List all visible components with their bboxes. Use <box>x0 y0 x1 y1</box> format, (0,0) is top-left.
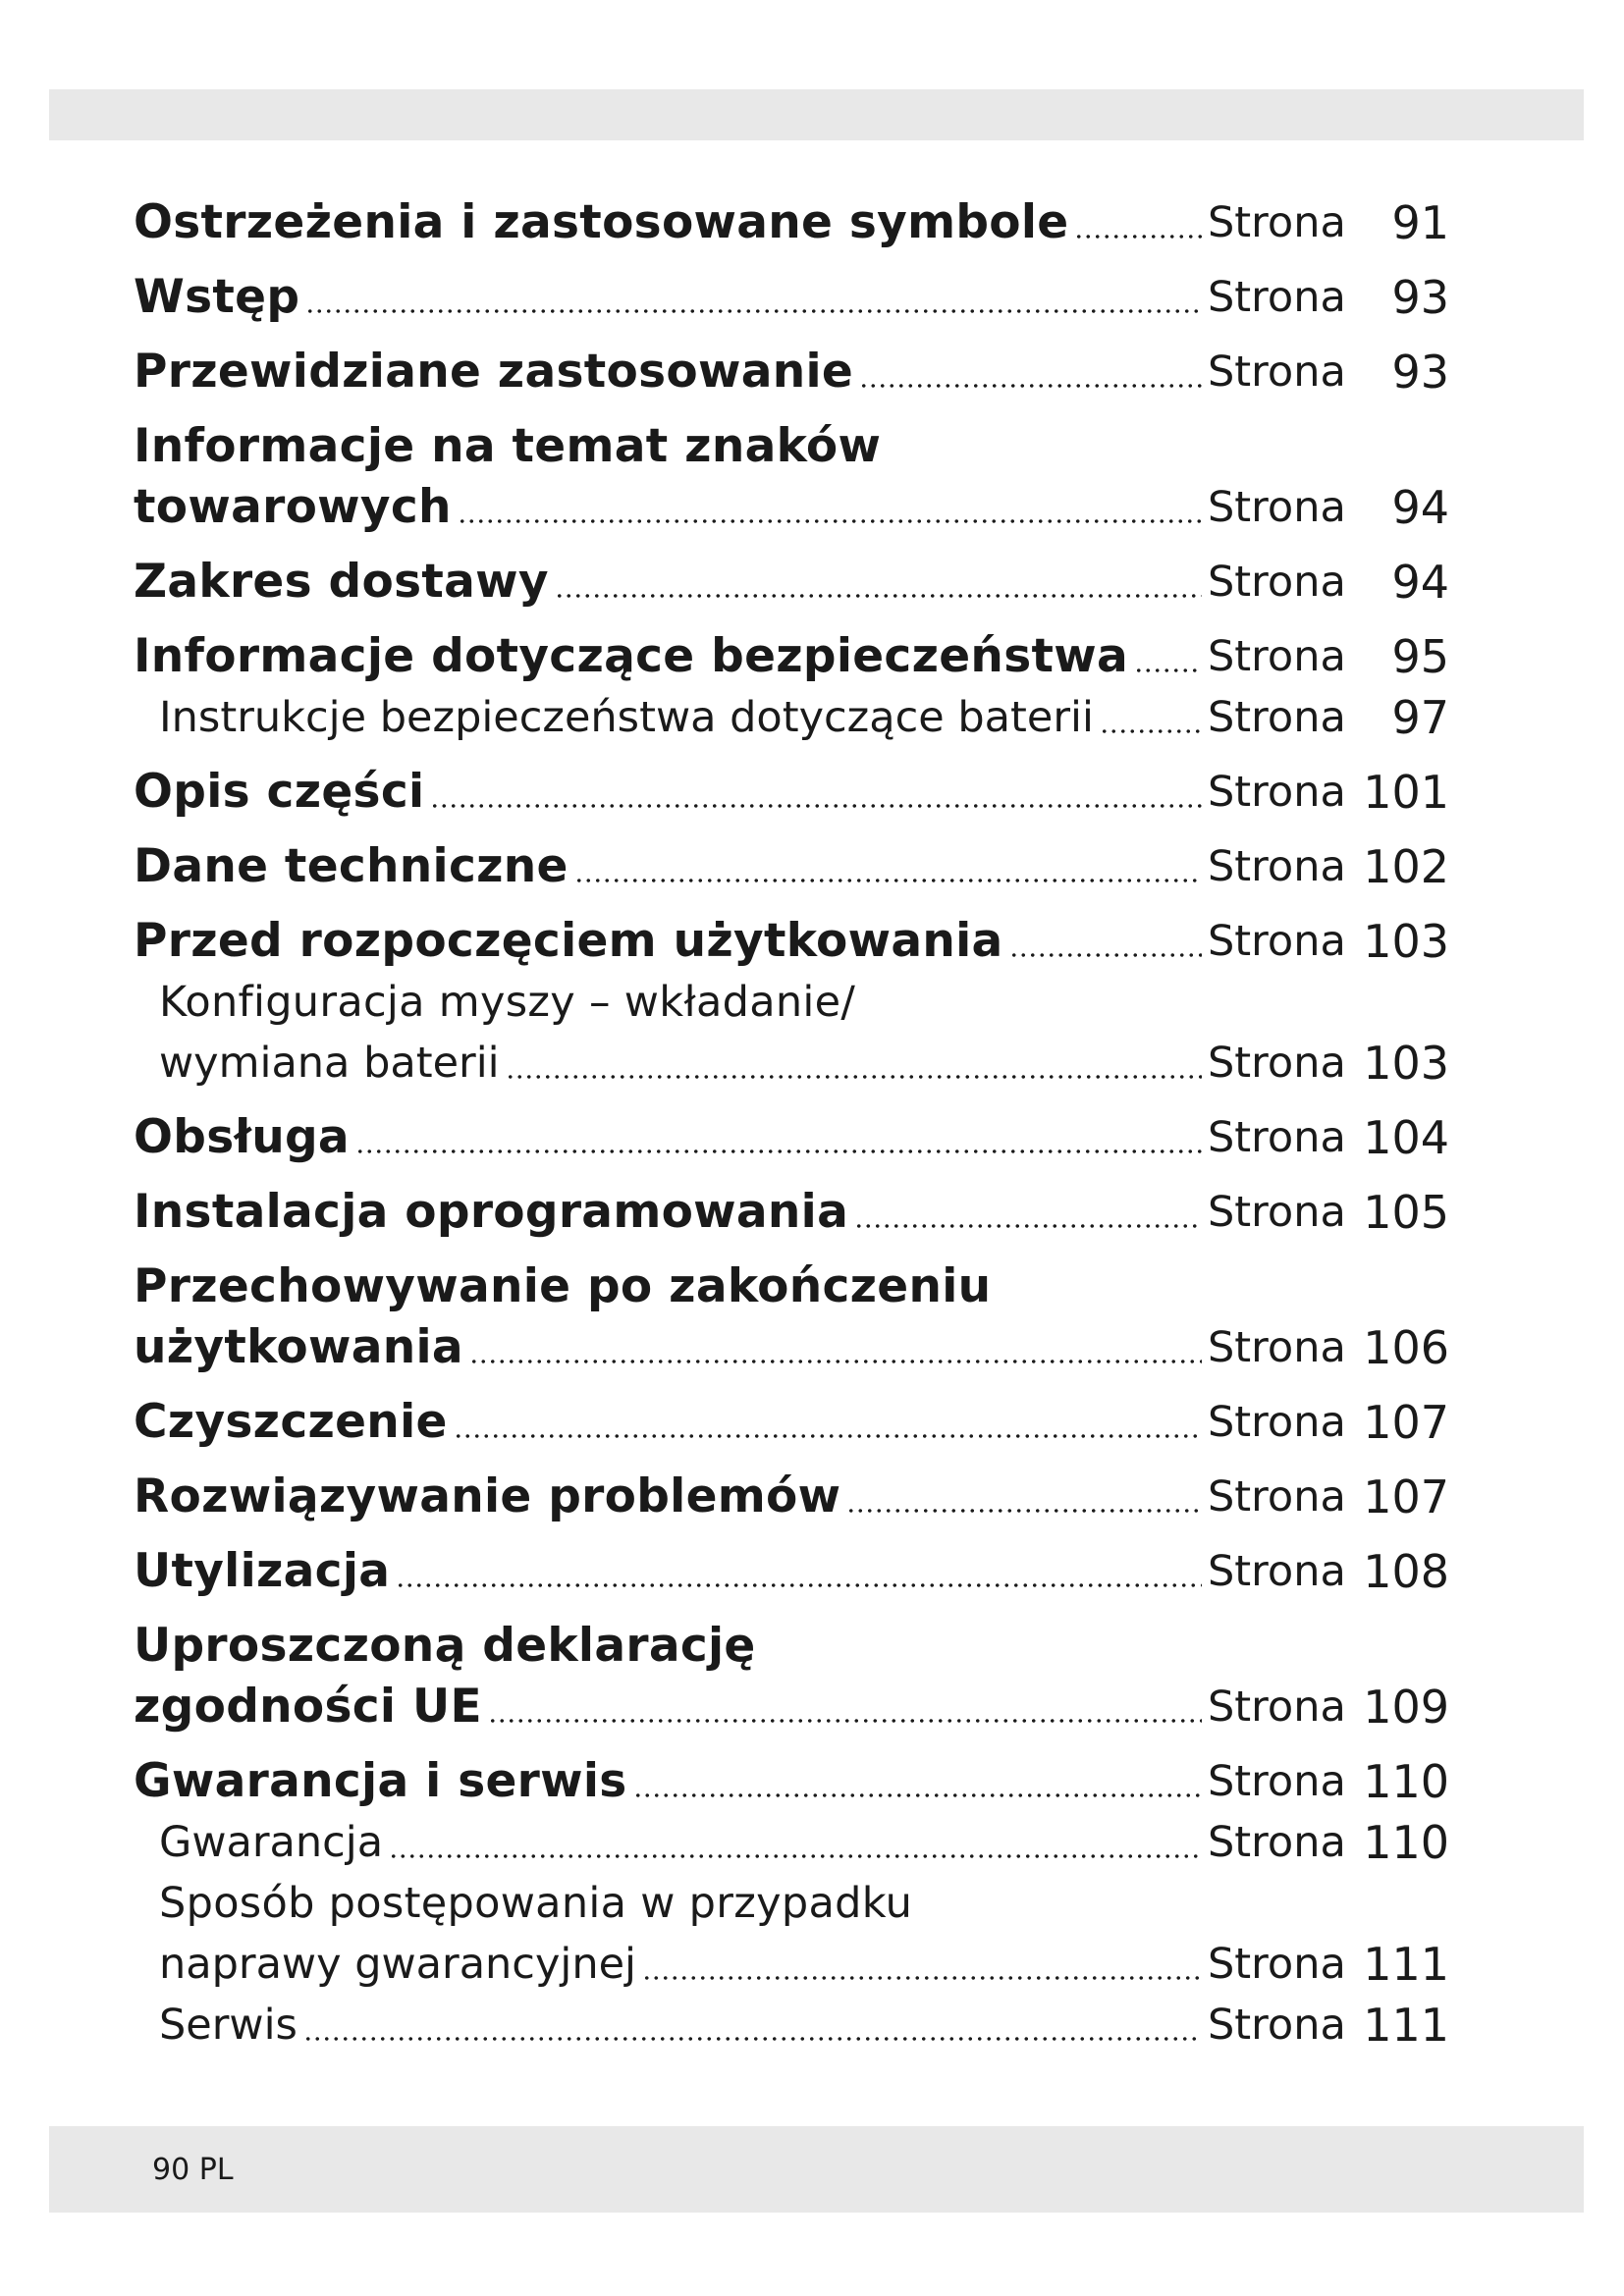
toc-page-number: 111 <box>1363 1999 1449 2052</box>
dot-leader <box>574 878 1202 883</box>
toc-entry-row <box>134 1934 1449 1995</box>
toc-entry[interactable] <box>134 1751 1449 1812</box>
toc-subentry[interactable] <box>134 1995 1449 2056</box>
toc-page-label: Strona <box>1208 1472 1346 1522</box>
toc-entry-row <box>134 1677 1449 1737</box>
toc-page-number: 94 <box>1391 556 1449 609</box>
toc-page-label: Strona <box>1208 842 1346 891</box>
toc-page-number: 94 <box>1391 481 1449 534</box>
toc-entry-row <box>134 1812 1449 1873</box>
toc-entry[interactable] <box>134 552 1449 613</box>
toc-entry-title: Czyszczenie <box>134 1395 448 1449</box>
toc-entry-title: naprawy gwarancyjnej <box>159 1940 636 1989</box>
toc-entry-row <box>134 342 1449 402</box>
toc-entry-title: Obsługa <box>134 1110 350 1164</box>
toc-entry-title: Zakres dostawy <box>134 555 549 609</box>
toc-page-number: 108 <box>1363 1545 1449 1598</box>
toc-page-label: Strona <box>1208 632 1346 681</box>
dot-leader <box>355 1148 1202 1154</box>
toc-page-label: Strona <box>1208 1323 1346 1372</box>
toc-entry-title: zgodności UE <box>134 1680 482 1734</box>
toc-page-number: 103 <box>1363 915 1449 968</box>
toc-page-number: 109 <box>1363 1681 1449 1734</box>
toc-entry-row <box>134 1541 1449 1602</box>
toc-entry-row <box>134 1467 1449 1527</box>
dot-leader <box>555 593 1202 599</box>
header-band <box>49 89 1584 140</box>
toc-entry[interactable] <box>134 1541 1449 1602</box>
dot-leader <box>1134 667 1202 673</box>
toc-entry[interactable] <box>134 1182 1449 1243</box>
toc-entry-row <box>134 626 1449 687</box>
toc-page-label: Strona <box>1208 1039 1346 1088</box>
toc-page-label: Strona <box>1208 483 1346 532</box>
footer-language: PL <box>198 2153 234 2187</box>
toc-entry-title: Utylizacja <box>134 1544 391 1598</box>
toc-entry-title: Dane techniczne <box>134 839 568 893</box>
toc-page-label: Strona <box>1208 768 1346 817</box>
toc-entry[interactable] <box>134 1467 1449 1527</box>
toc-entry-row <box>134 1182 1449 1243</box>
toc-entry-title-line: Sposób postępowania w przypadku <box>159 1879 913 1928</box>
toc-page-number: 107 <box>1363 1470 1449 1523</box>
toc-entry-row <box>134 1317 1449 1378</box>
toc-entry-title: Informacje dotyczące bezpieczeństwa <box>134 629 1128 683</box>
dot-leader <box>458 518 1202 524</box>
toc-entry-title: Przed rozpoczęciem użytkowania <box>134 914 1003 968</box>
footer-band <box>49 2126 1584 2213</box>
footer-page-label <box>152 2141 234 2200</box>
toc-entry[interactable] <box>134 1256 1449 1378</box>
toc-entry-title: towarowych <box>134 480 452 534</box>
toc-entry-title: użytkowania <box>134 1320 463 1374</box>
toc-page-number: 103 <box>1363 1037 1449 1090</box>
toc-entry-title: Opis części <box>134 765 425 819</box>
toc-page-label: Strona <box>1208 558 1346 607</box>
toc-entry-title: Ostrzeżenia i zastosowane symbole <box>134 195 1069 249</box>
toc-entry-row <box>134 911 1449 972</box>
toc-entry-row <box>134 1995 1449 2056</box>
toc-subentry[interactable] <box>134 1812 1449 1873</box>
footer-page-number: 90 <box>152 2153 190 2187</box>
toc-page-label: Strona <box>1208 273 1346 322</box>
toc-page-label: Strona <box>1208 1547 1346 1596</box>
dot-leader <box>633 1792 1202 1798</box>
dot-leader <box>454 1433 1202 1439</box>
toc-page-label: Strona <box>1208 1818 1346 1867</box>
toc-page-label: Strona <box>1208 917 1346 966</box>
toc-entry[interactable] <box>134 1616 1449 1737</box>
toc-entry-title-line: Uproszczoną deklarację <box>134 1619 756 1673</box>
toc-entry[interactable] <box>134 1107 1449 1168</box>
toc-page-number: 105 <box>1363 1186 1449 1239</box>
toc-page-number: 107 <box>1363 1396 1449 1449</box>
toc-entry[interactable] <box>134 416 1449 538</box>
toc-page-number: 91 <box>1391 196 1449 249</box>
toc-entry-row <box>134 1033 1449 1094</box>
toc-subentry[interactable] <box>134 687 1449 748</box>
toc-entry[interactable] <box>134 267 1449 328</box>
toc-entry-row <box>134 1751 1449 1812</box>
dot-leader <box>488 1718 1202 1724</box>
toc-entry-title: Rozwiązywanie problemów <box>134 1469 841 1523</box>
toc-entry-title: Przewidziane zastosowanie <box>134 345 854 399</box>
toc-page-number: 95 <box>1391 630 1449 683</box>
toc-page-number: 110 <box>1363 1816 1449 1869</box>
toc-page-number: 110 <box>1363 1755 1449 1808</box>
dot-leader <box>1009 952 1202 958</box>
toc-page-number: 97 <box>1391 691 1449 744</box>
toc-page-label: Strona <box>1208 1188 1346 1237</box>
toc-page-number: 111 <box>1363 1938 1449 1991</box>
toc-page-label: Strona <box>1208 1398 1346 1447</box>
toc-entry-title: wymiana baterii <box>159 1039 500 1088</box>
toc-page-label: Strona <box>1208 1113 1346 1162</box>
toc-page-label: Strona <box>1208 1757 1346 1806</box>
toc-page-label: Strona <box>1208 1940 1346 1989</box>
dot-leader <box>506 1074 1202 1080</box>
dot-leader <box>642 1975 1202 1981</box>
dot-leader <box>846 1508 1202 1514</box>
toc-entry-title: Wstęp <box>134 270 300 324</box>
toc-page-number: 93 <box>1391 271 1449 324</box>
toc-page-number: 102 <box>1363 840 1449 893</box>
dot-leader <box>396 1582 1202 1588</box>
toc-entry-row <box>134 477 1449 538</box>
toc-entry[interactable] <box>134 626 1449 687</box>
toc-entry-title: Instrukcje bezpieczeństwa dotyczące baterii <box>159 693 1094 742</box>
dot-leader <box>305 308 1202 314</box>
toc-entry-title: Gwarancja <box>159 1818 384 1867</box>
toc-entry-title: Instalacja oprogramowania <box>134 1185 849 1239</box>
toc-entry-title-line: Konfiguracja myszy – wkładanie/ <box>159 978 856 1027</box>
toc-entry-row <box>134 552 1449 613</box>
toc-page-label: Strona <box>1208 2001 1346 2050</box>
toc-page-label: Strona <box>1208 198 1346 247</box>
dot-leader <box>859 383 1202 389</box>
toc-page-number: 101 <box>1363 766 1449 819</box>
toc-subentry[interactable] <box>134 1873 1449 1995</box>
toc-entry-title: Gwarancja i serwis <box>134 1754 627 1808</box>
toc-entry-title-line: Przechowywanie po zakończeniu <box>134 1259 992 1313</box>
toc-page-number: 106 <box>1363 1321 1449 1374</box>
toc-entry[interactable] <box>134 762 1449 823</box>
toc-page-label: Strona <box>1208 693 1346 742</box>
toc-entry-row <box>134 836 1449 897</box>
toc-entry-row <box>134 267 1449 328</box>
dot-leader <box>469 1359 1202 1364</box>
dot-leader <box>430 803 1202 809</box>
dot-leader <box>1100 728 1202 734</box>
table-of-contents <box>134 192 1449 2056</box>
toc-entry[interactable] <box>134 911 1449 972</box>
toc-entry-row <box>134 1392 1449 1453</box>
dot-leader <box>854 1223 1202 1229</box>
dot-leader <box>303 2036 1202 2042</box>
toc-entry-row <box>134 1107 1449 1168</box>
toc-entry[interactable] <box>134 836 1449 897</box>
toc-entry-row <box>134 687 1449 748</box>
toc-entry-title: Serwis <box>159 2001 298 2050</box>
toc-entry-title-line: Informacje na temat znaków <box>134 419 882 473</box>
toc-page-label: Strona <box>1208 347 1346 397</box>
toc-page-number: 104 <box>1363 1111 1449 1164</box>
toc-page-number: 93 <box>1391 346 1449 399</box>
toc-entry-row <box>134 762 1449 823</box>
toc-entry[interactable] <box>134 342 1449 402</box>
toc-entry[interactable] <box>134 192 1449 253</box>
toc-entry-row <box>134 192 1449 253</box>
dot-leader <box>1074 234 1202 240</box>
toc-subentry[interactable] <box>134 972 1449 1094</box>
toc-page-label: Strona <box>1208 1682 1346 1732</box>
toc-entry[interactable] <box>134 1392 1449 1453</box>
dot-leader <box>389 1853 1202 1859</box>
